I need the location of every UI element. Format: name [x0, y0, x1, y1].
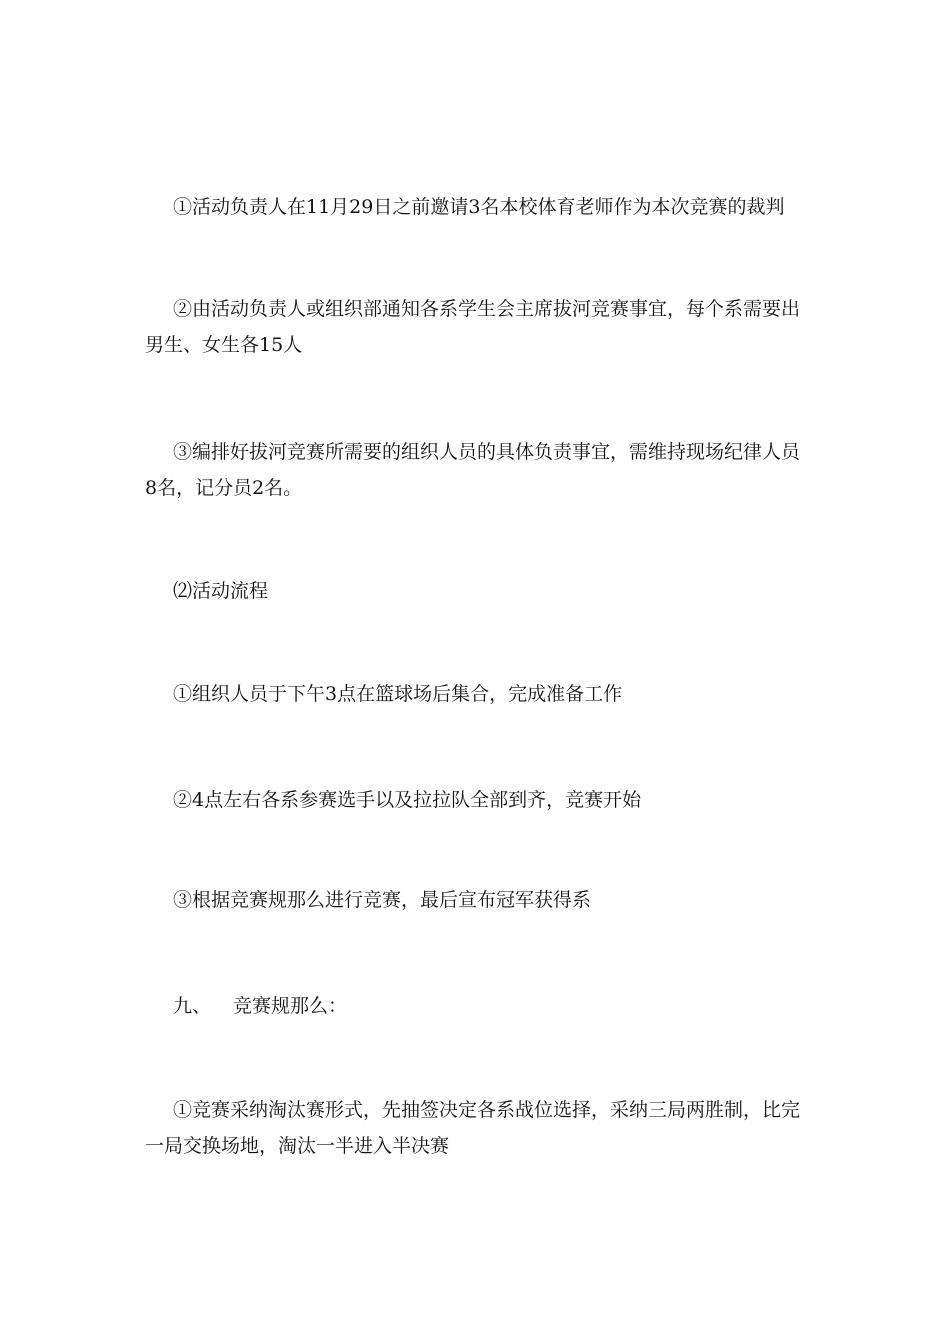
section-title: 竞赛规那么：	[233, 995, 348, 1017]
section-number: 九、	[173, 995, 212, 1017]
section-heading-activity-process: ⑵活动流程	[173, 580, 269, 602]
paragraph-announce-champion: ③根据竞赛规那么进行竞赛，最后宣布冠军获得系	[173, 889, 592, 911]
paragraph-elimination-format: ①竞赛采纳淘汰赛形式，先抽签决定各系战位选择，采纳三局两胜制，比完一局交换场地，淘汰一半进入半决赛	[145, 1099, 801, 1157]
paragraph-staff-arrangement: ③编排好拔河竞赛所需要的组织人员的具体负责事宜，需维持现场纪律人员8名，记分员2名。	[145, 441, 801, 499]
paragraph-staff-assembly: ①组织人员于下午3点在篮球场后集合，完成准备工作	[173, 683, 623, 705]
paragraph-competition-start: ②4点左右各系参赛选手以及拉拉队全部到齐，竞赛开始	[173, 789, 642, 811]
paragraph-department-notice: ②由活动负责人或组织部通知各系学生会主席拔河竞赛事宜，每个系需要出男生、女生各15人	[145, 298, 801, 356]
section-heading-competition-rules	[145, 988, 805, 1024]
paragraph-referee-invitation: ①活动负责人在11月29日之前邀请3名本校体育老师作为本次竞赛的裁判	[173, 196, 785, 218]
